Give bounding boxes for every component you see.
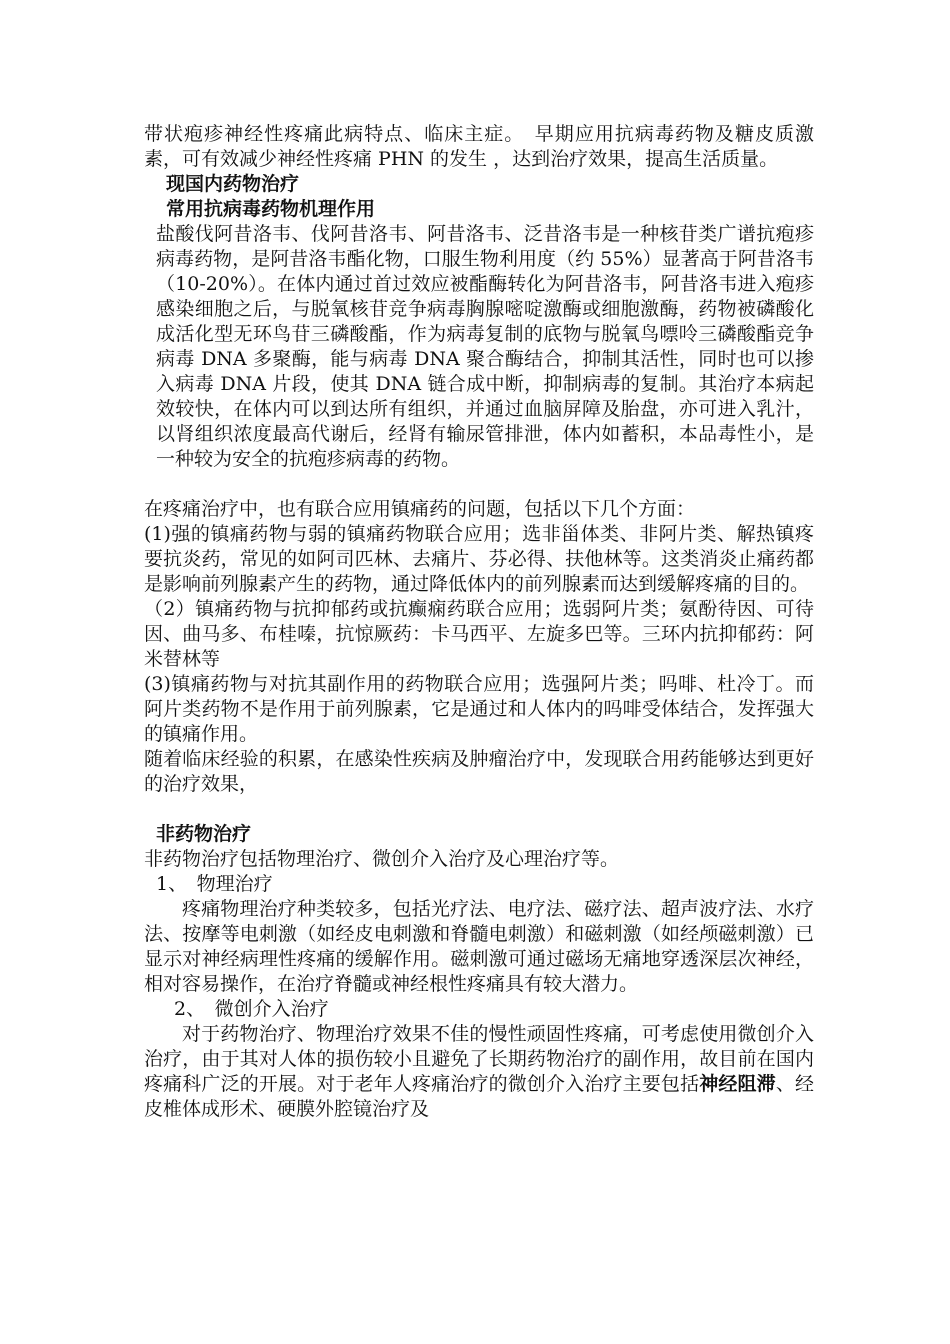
document-page bbox=[144, 122, 814, 1122]
spacer bbox=[144, 472, 814, 497]
spacer bbox=[144, 797, 814, 822]
intro-paragraph: 带状疱疹神经性疼痛此病特点、临床主症。 早期应用抗病毒药物及糖皮质激素，可有效减少神经性疼痛 PHN 的发生 ，达到治疗效果，提高生活质量。 bbox=[144, 123, 814, 170]
non-drug-treatment-intro: 非药物治疗包括物理治疗、微创介入治疗及心理治疗等。 bbox=[144, 848, 620, 870]
subheading-minimally-invasive-therapy: 2、 微创介入治疗 bbox=[174, 998, 329, 1020]
heading-non-drug-treatment: 非药物治疗 bbox=[156, 823, 252, 845]
combined-analgesics-item-3: (3)镇痛药物与对抗其副作用的药物联合应用；选强阿片类；吗啡、杜冷丁。而阿片类药物不是作用于前列腺素，它是通过和人体内的吗啡受体结合，发挥强大的镇痛作用。 bbox=[144, 673, 814, 745]
minimally-invasive-text-2: 、经皮椎体成形术、硬膜外腔镜治疗及 bbox=[144, 1073, 814, 1120]
antiviral-mechanism-text: 盐酸伐阿昔洛韦、伐阿昔洛韦、阿昔洛韦、泛昔洛韦是一种核苷类广谱抗疱疹病毒药物，是阿昔洛韦酯化物，口服生物利用度（约 55%）显著高于阿昔洛韦（10-20%）。在体内通过首过效应被酯酶转化为阿昔洛韦，阿昔洛韦进入疱疹感染细胞之后，与脱氧核苷竞争病毒胸腺嘧啶激酶或细胞激酶，药物被磷酸化成活化型无环鸟苷三磷酸酯，作为病毒复制的底物与脱氧鸟嘌呤三磷酸酯竞争病毒 DNA 多聚酶，能与病毒 DNA 聚合酶结合，抑制其活性，同时也可以掺入病毒 DNA 片段，使其 DNA 链合成中断，抑制病毒的复制。其治疗本病起效较快，在体内可以到达所有组织，并通过血脑屏障及胎盘，亦可进入乳汁，以肾组织浓度最高代谢后，经肾有输尿管排泄，体内如蓄积，本品毒性小，是一种较为安全的抗疱疹病毒的药物。 bbox=[156, 223, 814, 470]
physical-therapy-paragraph: 疼痛物理治疗种类较多，包括光疗法、电疗法、磁疗法、超声波疗法、水疗法、按摩等电刺激（如经皮电刺激和脊髓电刺激）和磁刺激（如经颅磁刺激）已显示对神经病理性疼痛的缓解作用。磁刺激可通过磁场无痛地穿透深层次神经，相对容易操作，在治疗脊髓或神经根性疼痛具有较大潜力。 bbox=[144, 898, 814, 995]
minimally-invasive-paragraph bbox=[144, 1022, 814, 1122]
combined-analgesics-item-1: (1)强的镇痛药物与弱的镇痛药物联合应用；选非甾体类、非阿片类、解热镇疼要抗炎药，常见的如阿司匹林、去痛片、芬必得、扶他林等。这类消炎止痛药都是影响前列腺素产生的药物，通过降低体内的前列腺素而达到缓解疼痛的目的。 bbox=[144, 523, 814, 595]
combined-analgesics-intro: 在疼痛治疗中，也有联合应用镇痛药的问题，包括以下几个方面： bbox=[144, 498, 696, 520]
minimally-invasive-text-1: 对于药物治疗、物理治疗效果不佳的慢性顽固性疼痛，可考虑使用微创介入治疗，由于其对人体的损伤较小且避免了长期药物治疗的副作用，故目前在国内疼痛科广泛的开展。对于老年人疼痛治疗的微创介入治疗主要包括 bbox=[144, 1023, 814, 1095]
subheading-physical-therapy: 1、 物理治疗 bbox=[156, 873, 273, 895]
heading-domestic-drug-treatment: 现国内药物治疗 bbox=[166, 173, 300, 195]
nerve-block-term: 神经阻滞 bbox=[699, 1073, 776, 1095]
combined-analgesics-item-2: （2）镇痛药物与抗抑郁药或抗癫痫药联合应用；选弱阿片类；氨酚待因、可待因、曲马多、布桂嗪，抗惊厥药：卡马西平、左旋多巴等。三环内抗抑郁药：阿米替林等 bbox=[144, 598, 814, 670]
combined-analgesics-conclusion: 随着临床经验的积累，在感染性疾病及肿瘤治疗中，发现联合用药能够达到更好的治疗效果， bbox=[144, 748, 814, 795]
heading-antiviral-mechanism: 常用抗病毒药物机理作用 bbox=[166, 198, 376, 220]
antiviral-mechanism-paragraph bbox=[144, 222, 814, 472]
